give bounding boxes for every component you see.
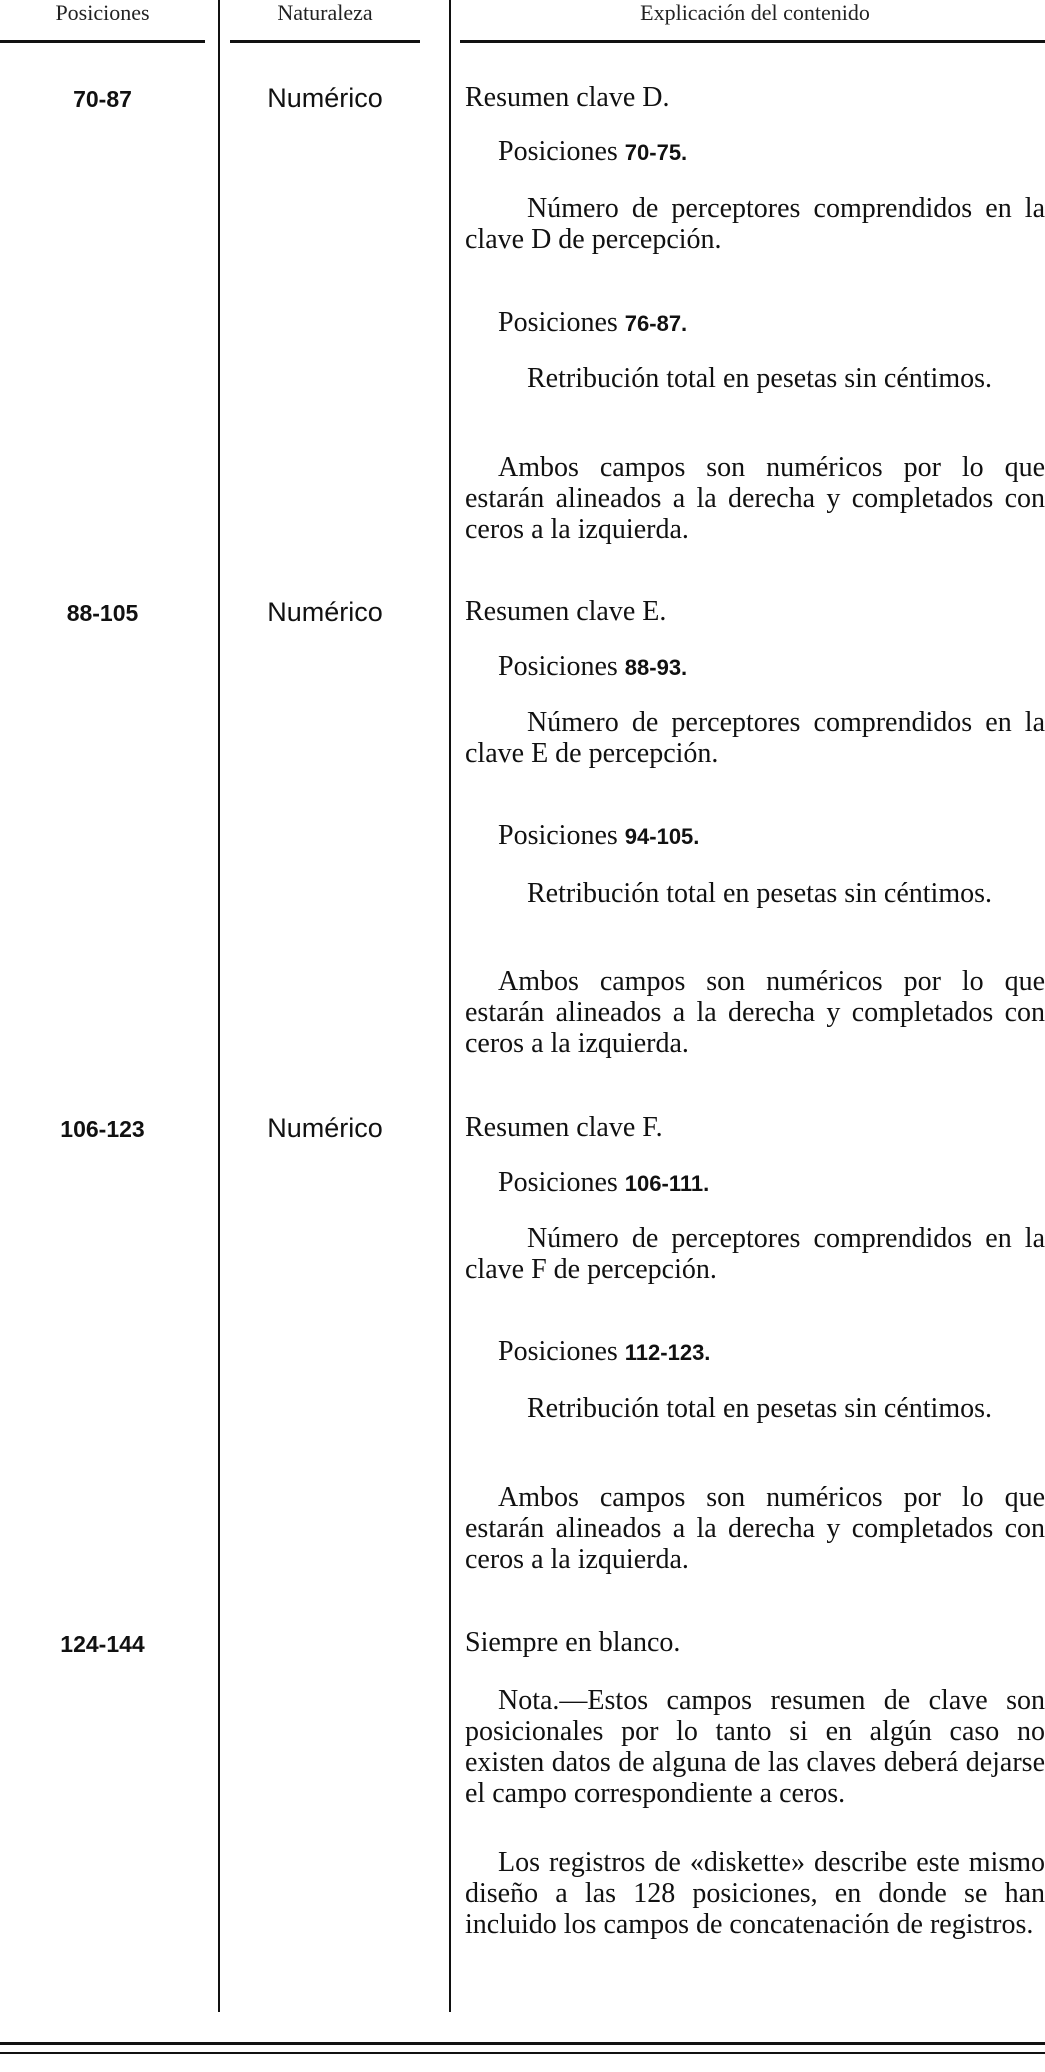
row-title: Resumen clave E. <box>465 596 667 627</box>
row-title: Resumen clave F. <box>465 1112 663 1143</box>
subfield-heading: Posiciones 94-105. <box>498 820 700 851</box>
row-positions: 124-144 <box>60 1631 145 1657</box>
subfield-description: Número de perceptores comprendidos en la clave D de percepción. <box>465 193 1045 255</box>
row-title: Siempre en blanco. <box>465 1627 681 1658</box>
subfield-heading: Posiciones 70-75. <box>498 136 688 167</box>
row-note: Los registros de «diskette» describe este mismo diseño a las 128 posiciones, en donde se han incluido los campos de concatenación de registros. <box>465 1847 1045 1940</box>
column-divider-1 <box>218 0 220 2012</box>
row-positions: 70-87 <box>73 86 132 112</box>
column-divider-2 <box>449 0 451 2012</box>
header-explicacion: Explicación del contenido <box>640 0 870 25</box>
row-note: Ambos campos son numéricos por lo que estarán alineados a la derecha y completados con ceros a la izquierda. <box>465 1482 1045 1575</box>
row-nature: Numérico <box>267 1113 383 1143</box>
header-rule-3 <box>460 40 1045 43</box>
subfield-description: Número de perceptores comprendidos en la clave E de percepción. <box>465 707 1045 769</box>
row-note: Ambos campos son numéricos por lo que estarán alineados a la derecha y completados con ceros a la izquierda. <box>465 966 1045 1059</box>
row-nature: Numérico <box>267 83 383 113</box>
header-naturaleza: Naturaleza <box>277 0 373 25</box>
subfield-description: Retribución total en pesetas sin céntimos. <box>527 363 993 394</box>
subfield-description: Número de perceptores comprendidos en la clave F de percepción. <box>465 1223 1045 1285</box>
row-nature: Numérico <box>267 597 383 627</box>
header-rule-2 <box>230 40 420 43</box>
subfield-heading: Posiciones 88-93. <box>498 651 688 682</box>
row-note: Nota.—Estos campos resumen de clave son posicionales por lo tanto si en algún caso no existen datos de alguna de las claves deberá dejarse el campo correspondiente a ceros. <box>465 1685 1045 1809</box>
row-note: Ambos campos son numéricos por lo que estarán alineados a la derecha y completados con ceros a la izquierda. <box>465 452 1045 545</box>
header-posiciones: Posiciones <box>55 0 150 25</box>
subfield-heading: Posiciones 106-111. <box>498 1167 710 1198</box>
row-positions: 88-105 <box>66 600 139 626</box>
footer-rule-1 <box>0 2042 1045 2045</box>
footer-rule-2 <box>0 2052 1045 2054</box>
header-rule-1 <box>0 40 205 43</box>
subfield-description: Retribución total en pesetas sin céntimos. <box>527 1393 993 1424</box>
row-title: Resumen clave D. <box>465 82 670 113</box>
subfield-description: Retribución total en pesetas sin céntimos. <box>527 878 993 909</box>
subfield-heading: Posiciones 112-123. <box>498 1336 711 1367</box>
row-positions: 106-123 <box>60 1116 145 1142</box>
subfield-heading: Posiciones 76-87. <box>498 307 688 338</box>
